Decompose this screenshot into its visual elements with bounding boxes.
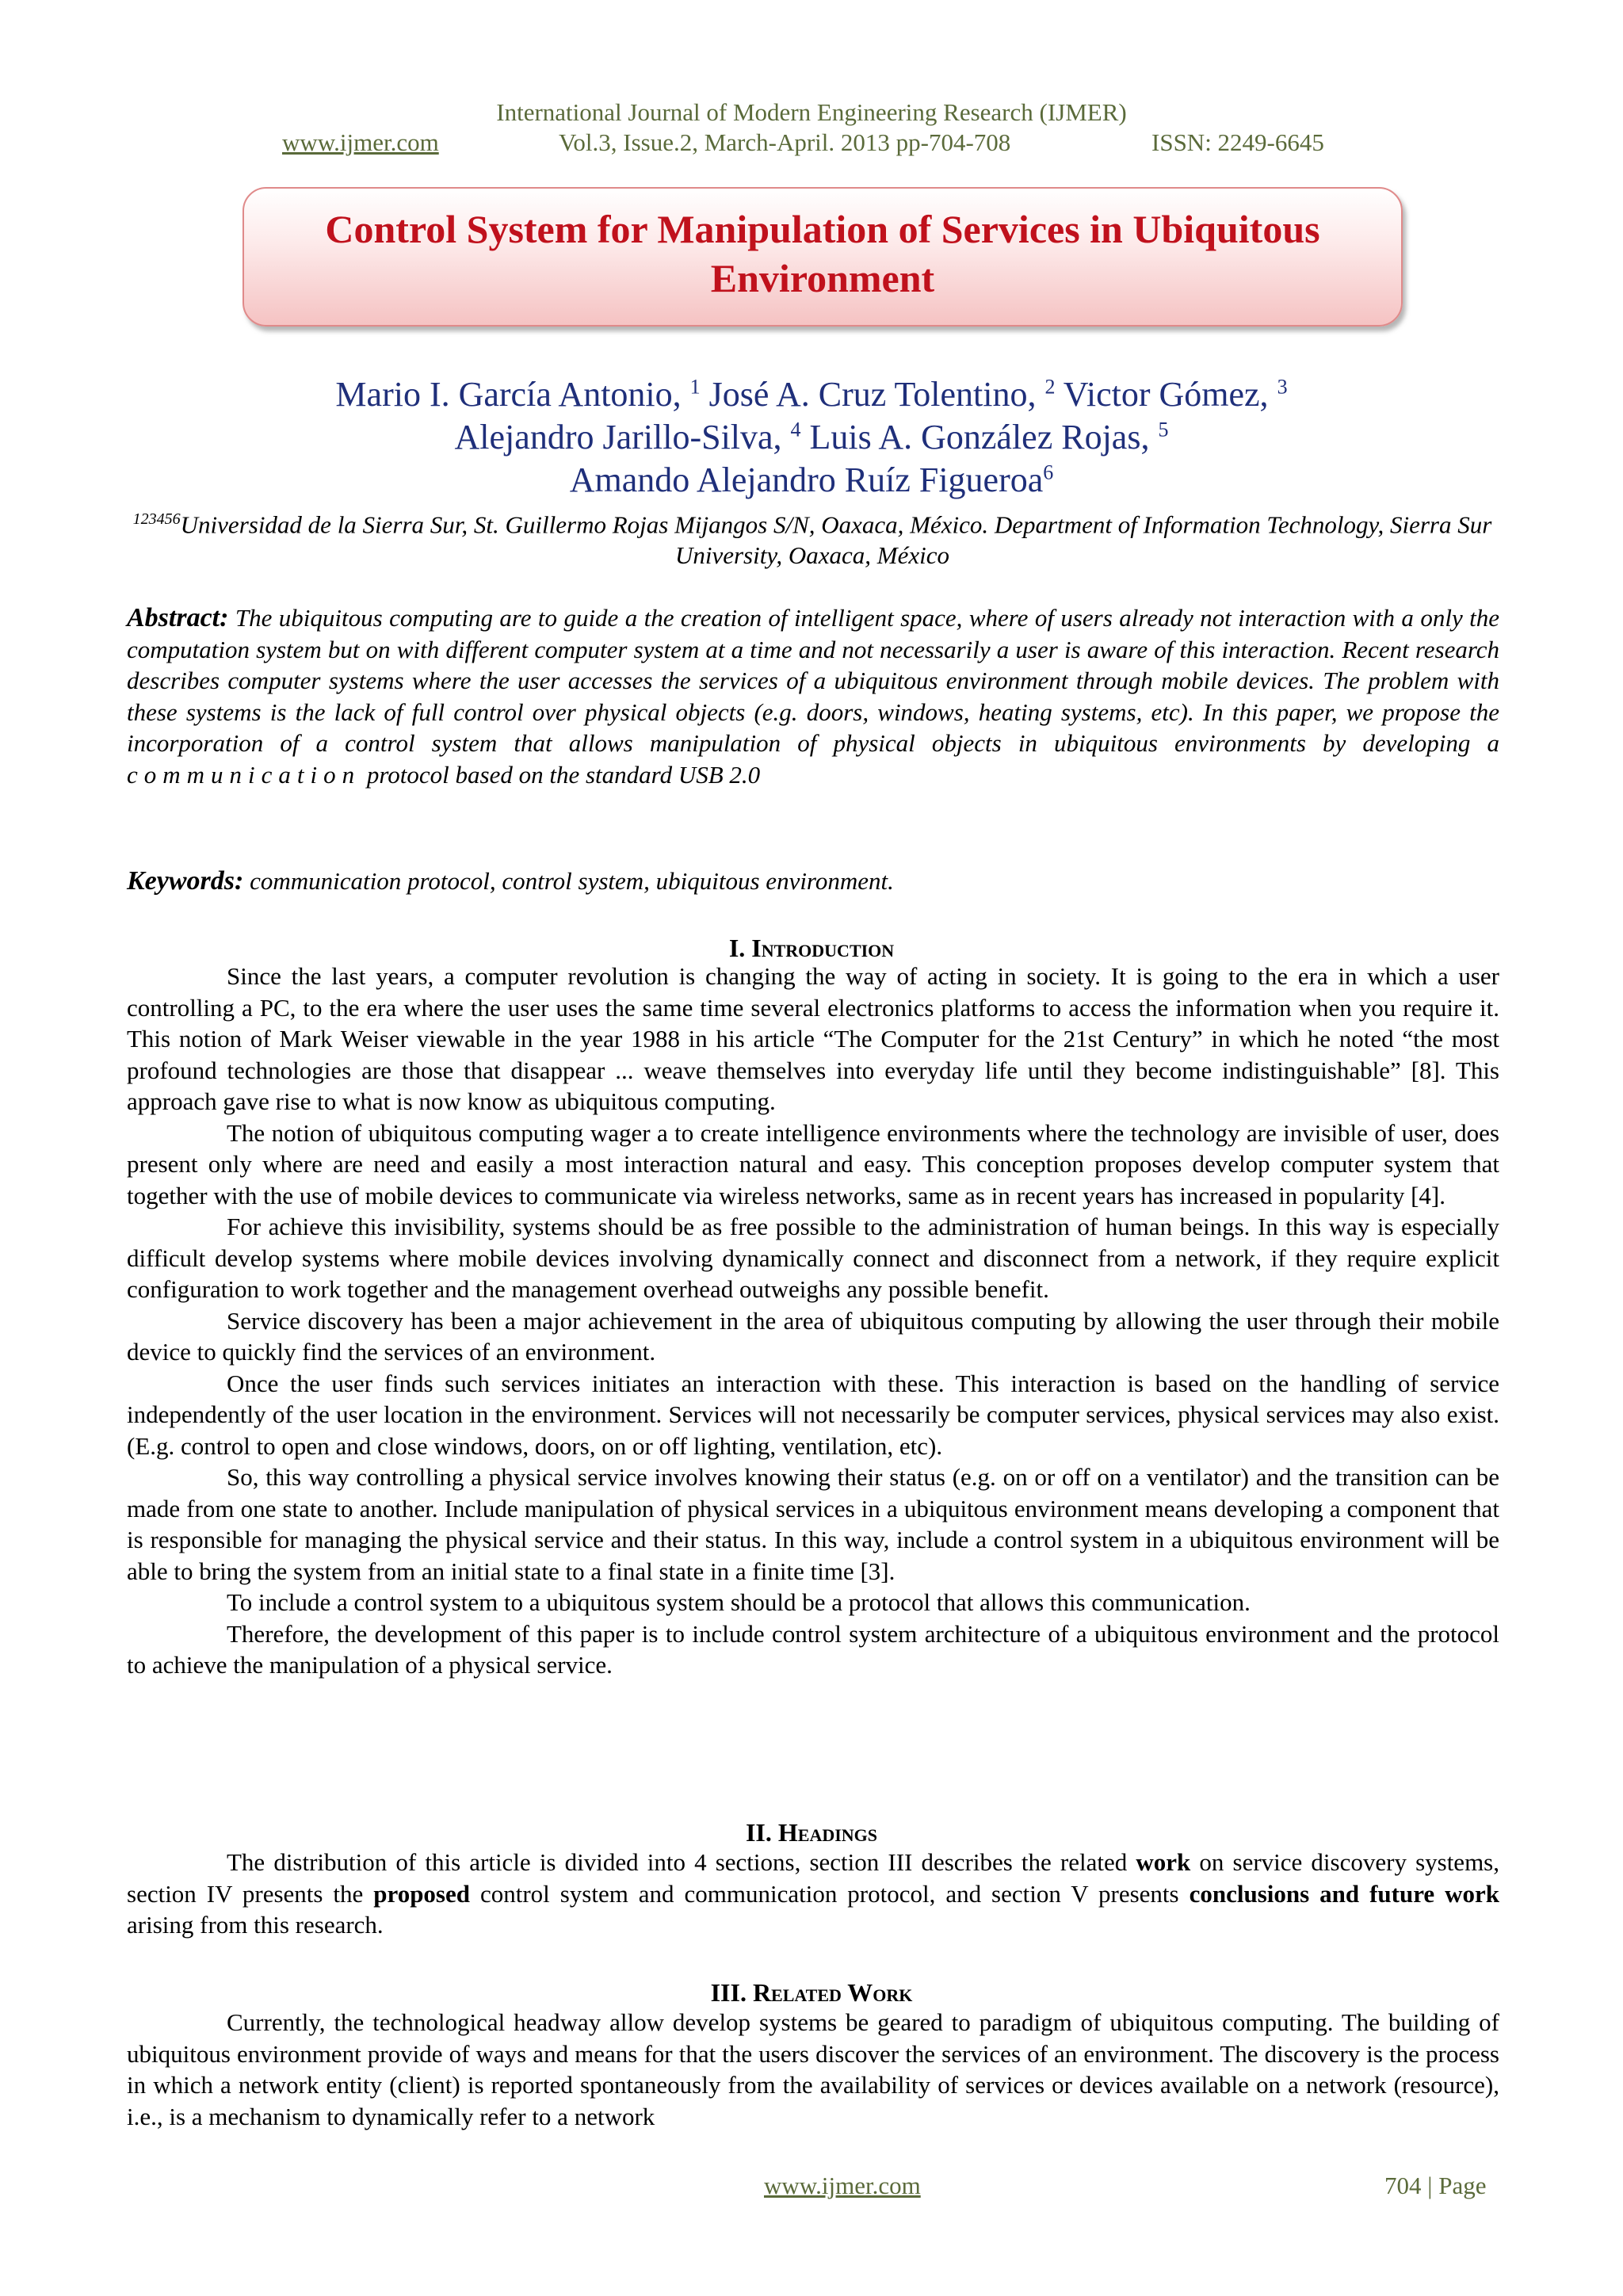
footer-url-link[interactable]: www.ijmer.com: [764, 2172, 921, 2199]
headings-body: [127, 1847, 1499, 1941]
paragraph: Therefore, the development of this paper is to include control system architecture of a ubiquitous environment and the protocol to achieve the manipulation of a physical service.: [127, 1619, 1499, 1679]
section-number: III.: [710, 1978, 747, 2007]
journal-url-link[interactable]: www.ijmer.com: [282, 128, 439, 156]
text-run: on service discovery systems, section IV presents the: [127, 1848, 1499, 1908]
section-heading-introduction: [0, 934, 1623, 963]
abstract-label: Abstract:: [127, 603, 229, 632]
author-index: 5: [1158, 418, 1169, 441]
author-name: Amando Alejandro Ruíz Figueroa: [569, 460, 1044, 499]
paragraph: For achieve this invisibility, systems should be as free possible to the administration of human beings. In this way is especially difficult develop systems where mobile devices involving dynamically connect and disconnect from a network, if they require explicit configuration to work together and the management overhead outweighs any possible benefit.: [127, 1213, 1499, 1303]
section-title: Introduction: [751, 934, 895, 962]
introduction-body: [127, 961, 1499, 1681]
paragraph: Since the last years, a computer revolution is changing the way of acting in society. It is going to the era in which a user controlling a PC, to the era where the user uses the same time several electronics platforms to access the information when you require it. This notion of Mark Weiser viewable in the year 1988 in his article “The Computer for the 21st Century” in which he noted “the most profound technologies are those that disappear ... weave themselves into everyday life until they become indistinguishable” [8]. This approach gave rise to what is now know as ubiquitous computing.: [127, 962, 1499, 1115]
section-title: Headings: [777, 1818, 878, 1847]
author-index: 3: [1277, 375, 1288, 399]
section-heading-headings: [0, 1818, 1623, 1847]
text-run: arising from this research.: [127, 1911, 384, 1939]
bold-run: conclusions and future work: [1189, 1879, 1499, 1908]
paper-title: Control System for Manipulation of Services in Ubiquitous Environment: [325, 207, 1320, 300]
page-number: 704 | Page: [1384, 2172, 1487, 2199]
author-index: 2: [1044, 375, 1056, 399]
related-work-body: [127, 2007, 1499, 2132]
author-line-3: [0, 457, 1623, 504]
journal-issn: ISSN: 2249-6645: [1151, 128, 1324, 156]
keywords-label: Keywords:: [127, 866, 244, 896]
author-index: 4: [790, 418, 801, 441]
paragraph: [127, 1847, 1499, 1941]
abstract-tail: protocol based on the standard USB 2.0: [361, 760, 761, 789]
author-line-1: [0, 371, 1623, 418]
author-line-2: [0, 414, 1623, 461]
author-name: Alejandro Jarillo-Silva,: [454, 418, 782, 457]
text-run: The distribution of this article is divided into 4 sections, section III describes the related: [227, 1848, 1136, 1876]
section-number: II.: [745, 1818, 772, 1847]
paragraph: Currently, the technological headway allow develop systems be geared to paradigm of ubiquitous computing. The building of ubiquitous environment provide of ways and means for that the users discover the services of an environment. The discovery is the process in which a network entity (client) is reported spontaneously from the availability of services or devices available on a network (resource), i.e., is a mechanism to dynamically refer to a network: [127, 2008, 1499, 2130]
section-title: Related Work: [752, 1978, 913, 2007]
paragraph: So, this way controlling a physical service involves knowing their status (e.g. on or off on a ventilator) and the transition can be made from one state to another. Include manipulation of physical services in a ubiquitous environment means developing a component that is responsible for managing the physical service and their status. In this way, include a control system in a ubiquitous environment will be able to bring the system from an initial state to a final state in a finite time [3].: [127, 1463, 1499, 1585]
section-heading-related-work: [0, 1978, 1623, 2008]
abstract-text: The ubiquitous computing are to guide a the creation of intelligent space, where of users already not interaction with a only the computation system but on with different computer system at a time and not necessarily a user is aware of this interaction. Recent research describes computer systems where the user accesses the services of a ubiquitous environment through mobile devices. The problem with these systems is the lack of full control over physical objects (e.g. doors, windows, heating systems, etc). In this paper, we propose the incorporation of a control system that allows manipulation of physical objects in ubiquitous environments by developing a: [127, 604, 1499, 757]
affiliation: [127, 504, 1498, 571]
affiliation-index: 123456: [132, 510, 181, 528]
bold-run: work: [1136, 1848, 1191, 1876]
title-box: [242, 187, 1403, 327]
bold-run: proposed: [373, 1879, 470, 1908]
paragraph: The notion of ubiquitous computing wager a to create intelligence environments where the technology are invisible of user, does present only where are need and easily a most interaction natural and easy. This conception proposes develop computer system that together with the use of mobile devices to communicate via wireless networks, same as in recent years has increased in popularity [4].: [127, 1118, 1499, 1209]
paragraph: Service discovery has been a major achievement in the area of ubiquitous computing by allowing the user through their mobile device to quickly find the services of an environment.: [127, 1306, 1499, 1366]
author-index: 6: [1043, 460, 1054, 484]
keywords: [127, 865, 1499, 897]
author-name: Victor Gómez,: [1063, 375, 1269, 414]
abstract: [127, 602, 1499, 790]
author-name: José A. Cruz Tolentino,: [708, 375, 1037, 414]
journal-name: International Journal of Modern Engineering Research (IJMER): [496, 98, 1127, 126]
keywords-text: communication protocol, control system, ubiquitous environment.: [243, 867, 894, 895]
author-index: 1: [689, 375, 701, 399]
text-run: control system and communication protocol, and section V presents: [470, 1879, 1190, 1908]
paragraph: To include a control system to a ubiquitous system should be a protocol that allows this communication.: [227, 1588, 1251, 1616]
author-name: Mario I. García Antonio,: [335, 375, 682, 414]
paragraph: Once the user finds such services initiates an interaction with these. This interaction is based on the handling of service independently of the user location in the environment. Services will not necessarily be computer services, physical services may also exist. (E.g. control to open and close windows, doors, on or off lighting, ventilation, etc).: [127, 1369, 1499, 1460]
section-number: I.: [728, 934, 746, 962]
affiliation-text: Universidad de la Sierra Sur, St. Guillermo Rojas Mijangos S/N, Oaxaca, México. Department of Information Technology, Sierra Sur University, Oaxaca, México: [180, 510, 1492, 570]
author-name: Luis A. González Rojas,: [809, 418, 1150, 457]
abstract-spaced-word: communication: [127, 760, 361, 789]
journal-volume: Vol.3, Issue.2, March-April. 2013 pp-704-708: [559, 128, 1011, 156]
